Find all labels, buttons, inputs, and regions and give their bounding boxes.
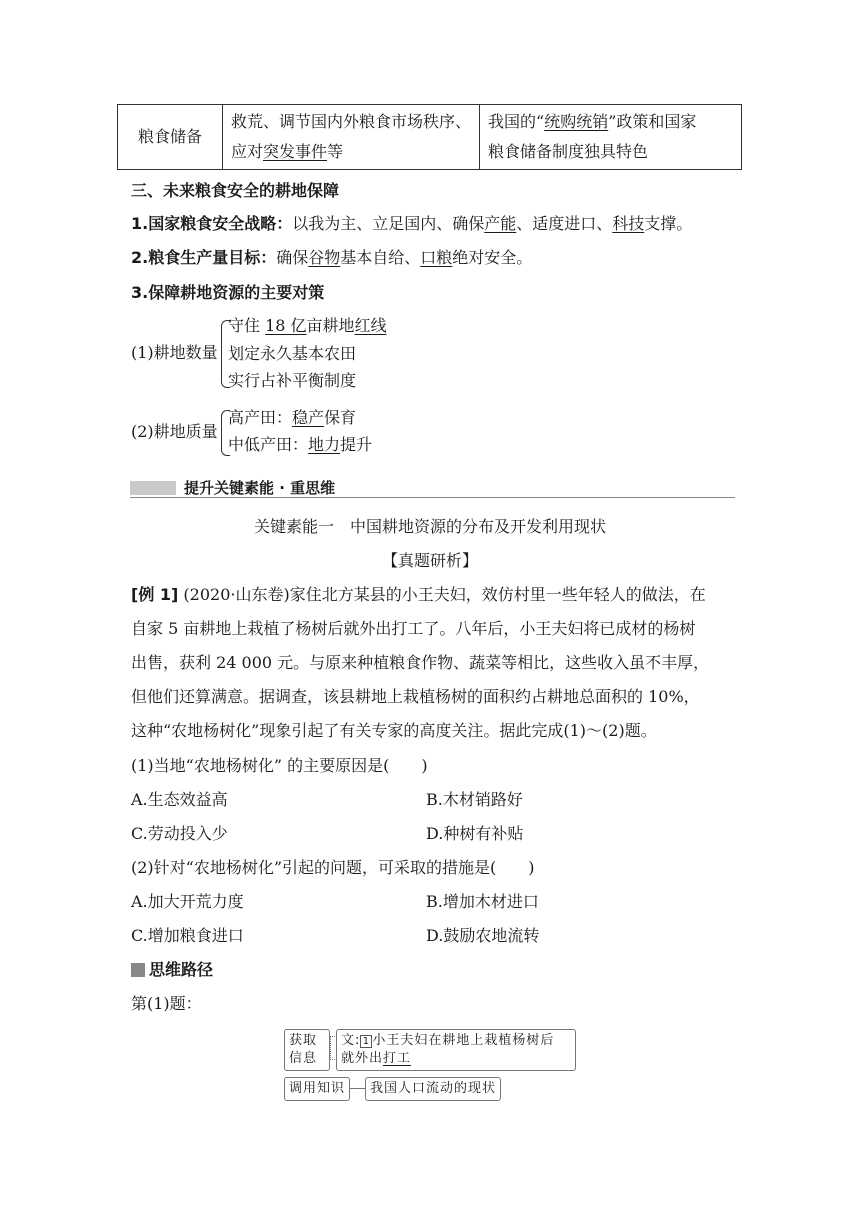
- analysis-title: 【真题研析】: [381, 551, 478, 570]
- info-text-box: 文: 1 小王夫妇在耕地上栽植杨树后 就外出打工: [336, 1029, 576, 1071]
- thinking-heading: 思维路径: [131, 959, 213, 981]
- option: D.种树有补贴: [426, 824, 524, 843]
- option: B.增加木材进口: [426, 892, 539, 911]
- option: C.增加粮食进口: [131, 926, 244, 945]
- apply-knowledge-box: 调用知识: [284, 1077, 350, 1101]
- paragraph-target: 2.粮食生产量目标：确保谷物基本自给、口粮绝对安全。: [131, 248, 533, 267]
- question-2: (2)针对“农地杨树化”引起的问题，可采取的措施是( ): [131, 858, 535, 877]
- option: D.鼓励农地流转: [426, 926, 540, 945]
- quantity-label: (1)耕地数量: [131, 343, 218, 362]
- quantity-item: 实行占补平衡制度: [228, 371, 357, 390]
- row-label: 粮食储备: [118, 105, 223, 170]
- table-cell-policy: 我国的“统购统销”政策和国家 粮食储备制度独具特色: [480, 105, 742, 170]
- banner-bar: [130, 481, 176, 495]
- banner-title: 提升关键素能 · 重思维: [184, 479, 336, 497]
- section-heading: 三、未来粮食安全的耕地保障: [131, 181, 340, 200]
- quantity-item: 划定永久基本农田: [228, 344, 357, 363]
- example-line: 出售，获利 24 000 元。与原来种植粮食作物、蔬菜等相比，这些收入虽不丰厚，: [131, 653, 710, 672]
- key-point-title: 关键素能一 中国耕地资源的分布及开发利用现状: [253, 517, 606, 536]
- knowledge-text-box: 我国人口流动的现状: [365, 1077, 501, 1101]
- connector: [349, 1088, 365, 1089]
- quality-item: 高产田：稳产保育: [228, 408, 357, 427]
- example-line: 但他们还算满意。据调查，该县耕地上栽植杨树的面积约占耕地总面积的 10%，: [131, 687, 700, 706]
- question-1: (1)当地“农地杨树化” 的主要原因是( ): [131, 756, 428, 775]
- paragraph-strategy: 1.国家粮食安全战略：以我为主、立足国内、确保产能、适度进口、科技支撑。: [131, 214, 693, 233]
- table-row: [118, 105, 742, 170]
- option: A.加大开荒力度: [131, 892, 244, 911]
- quality-label: (2)耕地质量: [131, 422, 218, 441]
- example-line: 这种“农地杨树化”现象引起了有关专家的高度关注。据此完成(1)～(2)题。: [131, 721, 657, 740]
- quality-item: 中低产田：地力提升: [228, 435, 373, 454]
- example-line: [例 1] (2020·山东卷)家住北方某县的小王夫妇，效仿村里一些年轻人的做法，在: [131, 585, 706, 604]
- quantity-item: 守住 18 亿亩耕地红线: [228, 316, 387, 335]
- table-cell-function: 救荒、调节国内外粮食市场秩序、 应对突发事件等: [223, 105, 480, 170]
- option: A.生态效益高: [131, 790, 228, 809]
- option: B.木材销路好: [426, 790, 523, 809]
- thinking-subheading: 第(1)题：: [131, 994, 202, 1013]
- example-line: 自家 5 亩耕地上栽植了杨树后就外出打工了。八年后，小王夫妇将已成材的杨树: [131, 619, 696, 638]
- grain-storage-table: [117, 104, 742, 170]
- get-info-box: 获取 信息: [284, 1029, 330, 1071]
- option: C.劳动投入少: [131, 824, 228, 843]
- square-icon: [131, 963, 145, 977]
- paragraph-measures: 3.保障耕地资源的主要对策: [131, 283, 325, 302]
